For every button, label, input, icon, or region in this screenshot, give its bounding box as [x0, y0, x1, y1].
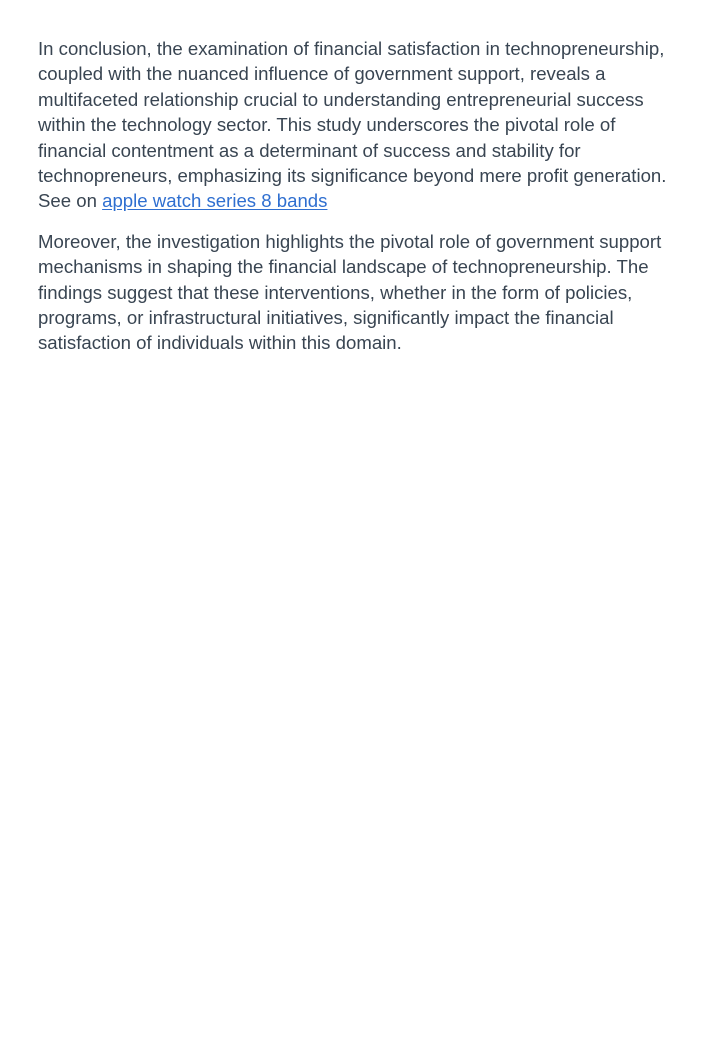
article-body [38, 36, 688, 371]
paragraph-conclusion [38, 36, 688, 214]
apple-watch-bands-link[interactable]: apple watch series 8 bands [102, 190, 328, 212]
paragraph-government-support: Moreover, the investigation highlights the pivotal role of government support mechanisms in shaping the financial landscape of technopreneurship. The findings suggest that these interventions, whether in the form of policies, programs, or infrastructural initiatives, significantly impact the financial satisfaction of individuals within this domain. [38, 230, 662, 354]
paragraph-conclusion-text: In conclusion, the examination of financial satisfaction in technopreneurship, coupled with the nuanced influence of government support, reveals a multifaceted relationship crucial to understanding entrepreneurial success within the technology sector. This study underscores the pivotal role of financial contentment as a determinant of success and stability for technopreneurs, emphasizing its significance beyond mere profit generation. See on [38, 38, 667, 212]
